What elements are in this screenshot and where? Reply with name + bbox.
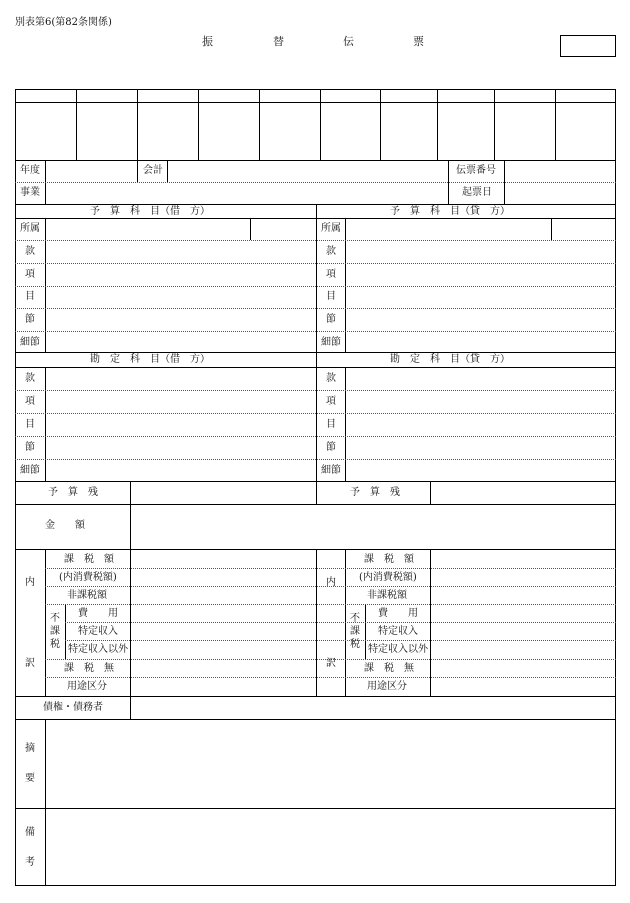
label-hiyo-right: 費 用	[378, 608, 418, 619]
label-wake-right: 訳	[326, 658, 336, 669]
stamp-grid-divider	[137, 89, 138, 160]
label-nendo: 年度	[20, 165, 40, 176]
row-line	[15, 504, 616, 505]
budget-debit-row-moku: 目	[25, 291, 35, 302]
stamp-grid-divider	[380, 89, 381, 160]
dotted-line	[15, 413, 616, 414]
divider	[130, 696, 131, 719]
budget-credit-row-setsu: 節	[326, 314, 336, 325]
budget-debit-header: 予 算 科 目（借 方）	[90, 206, 210, 217]
title-char-4: 票	[413, 35, 424, 48]
label-yoto-right: 用途区分	[367, 681, 407, 692]
dotted-line	[15, 459, 616, 460]
label-yoto-left: 用途区分	[67, 681, 107, 692]
account-debit-row-ko: 項	[25, 396, 35, 407]
label-uchi-shohizei-left: (内消費税額)	[59, 572, 117, 583]
label-budget-balance-right: 予 算 残	[350, 487, 400, 498]
account-credit-row-saisetsu: 細節	[321, 465, 341, 476]
stamp-grid-divider	[76, 89, 77, 160]
dotted-line	[15, 436, 616, 437]
dotted-line	[65, 622, 616, 623]
stamp-grid-divider	[198, 89, 199, 160]
row-line	[15, 808, 616, 809]
stamp-grid-divider	[555, 89, 556, 160]
budget-credit-header: 予 算 科 目（貸 方）	[390, 206, 510, 217]
account-debit-row-kan: 款	[25, 373, 35, 384]
divider	[130, 481, 131, 504]
dotted-line	[15, 286, 616, 287]
title-char-3: 伝	[343, 35, 354, 48]
label-kazei-nashi-right: 課 税 無	[364, 663, 414, 674]
stamp-grid-divider	[494, 89, 495, 160]
label-biko-2: 考	[25, 857, 35, 868]
row-line	[15, 160, 616, 161]
account-debit-row-moku: 目	[25, 419, 35, 430]
budget-credit-row-ko: 項	[326, 269, 336, 280]
budget-credit-row-saisetsu: 細節	[321, 337, 341, 348]
label-zei-left: 税	[50, 639, 60, 650]
voucher-number-box[interactable]	[560, 35, 616, 57]
divider	[45, 367, 46, 481]
dotted-line	[65, 640, 616, 641]
title-char-1: 振	[202, 35, 213, 48]
dotted-line	[15, 390, 616, 391]
stamp-grid-divider	[259, 89, 260, 160]
title-char-2: 替	[273, 35, 284, 48]
divider	[65, 604, 66, 659]
label-kihyobi: 起票日	[462, 187, 492, 198]
label-ka-left: 課	[50, 626, 60, 637]
budget-debit-row-kan: 款	[25, 246, 35, 257]
label-uchi-left: 内	[25, 577, 35, 588]
stamp-grid-divider	[437, 89, 438, 160]
budget-credit-row-shozoku: 所属	[321, 223, 341, 234]
dotted-line	[15, 263, 616, 264]
label-zei-right: 税	[350, 639, 360, 650]
label-denpyo-no: 伝票番号	[456, 165, 496, 176]
label-amount: 金 額	[45, 520, 85, 531]
label-tokutei-igai-right: 特定収入以外	[368, 644, 428, 655]
label-hikazei-right: 非課税額	[367, 590, 407, 601]
label-creditor-debtor: 債権・債務者	[43, 702, 103, 713]
row-line	[15, 719, 616, 720]
row-line	[15, 352, 616, 353]
dotted-line	[15, 308, 616, 309]
dotted-line	[45, 568, 616, 569]
dotted-line	[45, 604, 616, 605]
label-tekiyo-1: 摘	[25, 743, 35, 754]
label-uchi-shohizei-right: (内消費税額)	[359, 572, 417, 583]
divider	[167, 160, 168, 182]
dotted-line	[15, 182, 616, 183]
account-credit-row-moku: 目	[326, 419, 336, 430]
label-kaikei: 会計	[143, 165, 163, 176]
account-debit-row-setsu: 節	[25, 442, 35, 453]
label-kazeigaku-left: 課 税 額	[64, 554, 114, 565]
divider	[45, 549, 46, 696]
dotted-line	[15, 331, 616, 332]
account-debit-row-saisetsu: 細節	[20, 465, 40, 476]
label-tokutei-igai-left: 特定収入以外	[68, 644, 128, 655]
label-tekiyo-2: 要	[25, 773, 35, 784]
budget-debit-row-saisetsu: 細節	[20, 337, 40, 348]
account-credit-row-ko: 項	[326, 396, 336, 407]
label-uchi-right: 内	[326, 577, 336, 588]
stamp-grid-divider	[320, 89, 321, 160]
label-fu-left: 不	[50, 613, 60, 624]
form-reference: 別表第6(第82条関係)	[15, 17, 112, 28]
label-fu-right: 不	[350, 613, 360, 624]
label-hiyo-left: 費 用	[78, 608, 118, 619]
account-credit-row-setsu: 節	[326, 442, 336, 453]
dotted-line	[45, 677, 616, 678]
row-line	[15, 218, 616, 219]
divider	[45, 719, 46, 886]
label-jigyo: 事業	[20, 187, 40, 198]
divider	[130, 504, 131, 549]
row-line	[15, 481, 616, 482]
label-biko-1: 備	[25, 827, 35, 838]
label-wake-left: 訳	[25, 658, 35, 669]
budget-debit-row-setsu: 節	[25, 314, 35, 325]
account-credit-row-kan: 款	[326, 373, 336, 384]
budget-debit-row-ko: 項	[25, 269, 35, 280]
stamp-grid-line	[15, 102, 616, 103]
budget-credit-row-moku: 目	[326, 291, 336, 302]
label-tokutei-right: 特定収入	[378, 626, 418, 637]
divider	[250, 218, 251, 240]
label-tokutei-left: 特定収入	[78, 626, 118, 637]
budget-debit-row-shozoku: 所属	[20, 223, 40, 234]
account-debit-header: 勘 定 科 目（借 方）	[90, 354, 210, 365]
label-kazeigaku-right: 課 税 額	[364, 554, 414, 565]
divider	[430, 481, 431, 504]
label-ka-right: 課	[350, 626, 360, 637]
divider	[551, 218, 552, 240]
label-kazei-nashi-left: 課 税 無	[64, 663, 114, 674]
label-budget-balance-left: 予 算 残	[48, 487, 98, 498]
account-credit-header: 勘 定 科 目（貸 方）	[390, 354, 510, 365]
dotted-line	[15, 240, 616, 241]
budget-credit-row-kan: 款	[326, 246, 336, 257]
label-hikazei-left: 非課税額	[67, 590, 107, 601]
divider	[365, 604, 366, 659]
row-line	[15, 696, 616, 697]
divider	[137, 160, 138, 182]
row-line	[15, 367, 616, 368]
